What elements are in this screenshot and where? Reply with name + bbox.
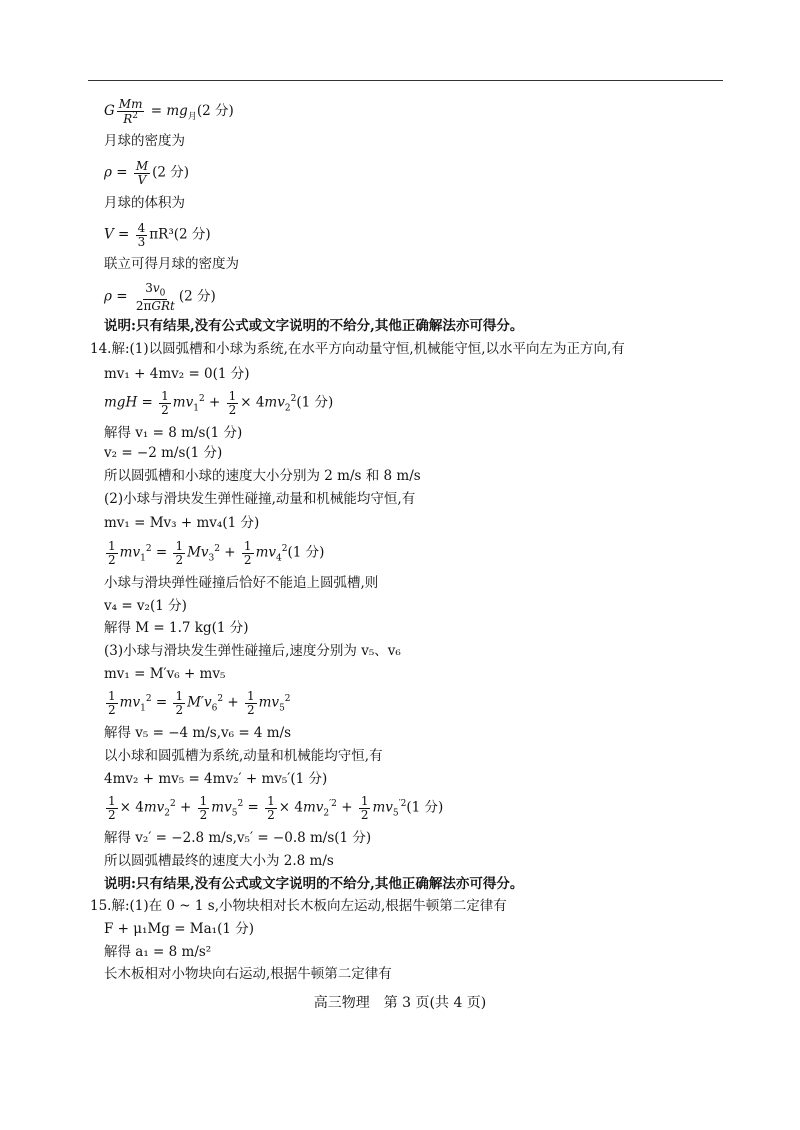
text-line: (2)小球与滑块发生弹性碰撞,动量和机械能均守恒,有 <box>104 491 416 507</box>
equation-line: 4mv₂ + mv₅ = 4mv₂′ + mv₅′(1 分) <box>104 771 328 787</box>
equation-line: v₂ = −2 m/s(1 分) <box>104 445 223 461</box>
equation-energy: $\frac{1}{2}$ × $4mv_2^2$ + $\frac{1}{2}$ $mv_5^2$ = $\frac{1}{2}$ × $4mv_2^{'2}$ + $\frac{1}{2}$ $mv_5^{'2}(1$ 分) <box>108 794 444 822</box>
header-rule <box>88 80 723 81</box>
text-line: 所以圆弧槽和小球的速度大小分别为 2 m/s 和 8 m/s <box>104 468 421 484</box>
scoring-note: 说明:只有结果,没有公式或文字说明的不给分,其他正确解法亦可得分。 <box>104 318 524 334</box>
q14-header: 14.解:(1)以圆弧槽和小球为系统,在水平方向动量守恒,机械能守恒,以水平向左为正方向,有 <box>90 341 625 357</box>
equation-line: v₄ = v₂(1 分) <box>104 598 187 614</box>
text-line: 小球与滑块弹性碰撞后恰好不能追上圆弧槽,则 <box>104 575 379 591</box>
text-line: 以小球和圆弧槽为系统,动量和机械能均守恒,有 <box>104 748 383 764</box>
scoring-note: 说明:只有结果,没有公式或文字说明的不给分,其他正确解法亦可得分。 <box>104 876 524 892</box>
equation-line: mv₁ = M′v₆ + mv₅ <box>104 666 226 682</box>
text-line: 月球的密度为 <box>104 133 185 149</box>
q15-header: 15.解:(1)在 0 ~ 1 s,小物块相对长木板向左运动,根据牛顿第二定律有 <box>90 898 507 914</box>
equation-energy: mgH = $\frac{1}{2}$ $mv_1^2$ + $\frac{1}{2}$ × $4mv_2^2(1$ 分) <box>104 389 334 417</box>
equation-energy: $\frac{1}{2}$ $mv_1^2$ = $\frac{1}{2}$ $M'v_6^2$ + $\frac{1}{2}$ $mv_5^2$ <box>108 689 291 717</box>
text-line: 联立可得月球的密度为 <box>104 256 239 272</box>
text-line: 月球的体积为 <box>104 195 185 211</box>
equation-line: 解得 v₁ = 8 m/s(1 分) <box>104 425 243 441</box>
equation-line: 解得 a₁ = 8 m/s² <box>104 944 212 960</box>
text-line: (3)小球与滑块发生弹性碰撞后,速度分别为 v₅、v₆ <box>104 643 401 659</box>
equation-line: mv₁ + 4mv₂ = 0(1 分) <box>104 366 250 382</box>
equation-line: 解得 v₂′ = −2.8 m/s,v₅′ = −0.8 m/s(1 分) <box>104 830 372 846</box>
equation-result-density: ρ = $\frac{3v_0}{\text{2πGRt}}$ (2 分) <box>104 281 216 313</box>
equation-line: 解得 M = 1.7 kg(1 分) <box>104 620 249 636</box>
equation-energy: $\frac{1}{2}$ $mv_1^2$ = $\frac{1}{2}$ $Mv_3^2$ + $\frac{1}{2}$ $mv_4^2(1$ 分) <box>108 539 325 567</box>
equation-density: ρ = $\frac{M}{V}$ (2 分) <box>104 159 190 187</box>
equation-line: 解得 v₅ = −4 m/s,v₆ = 4 m/s <box>104 725 292 741</box>
equation-line: mv₁ = Mv₃ + mv₄(1 分) <box>104 515 260 531</box>
text-line: 所以圆弧槽最终的速度大小为 2.8 m/s <box>104 853 334 869</box>
equation-volume: V = $\frac{4}{3}$ πR³(2 分) <box>104 221 211 249</box>
equation-line: F + μ₁Mg = Ma₁(1 分) <box>104 921 255 937</box>
text-line: 长木板相对小物块向右运动,根据牛顿第二定律有 <box>104 966 392 982</box>
equation-gravity: G $\frac{Mm}{R^2}$ = $mg_月(2$ 分) <box>104 97 234 126</box>
page-footer: 高三物理 第 3 页(共 4 页) <box>313 995 487 1011</box>
